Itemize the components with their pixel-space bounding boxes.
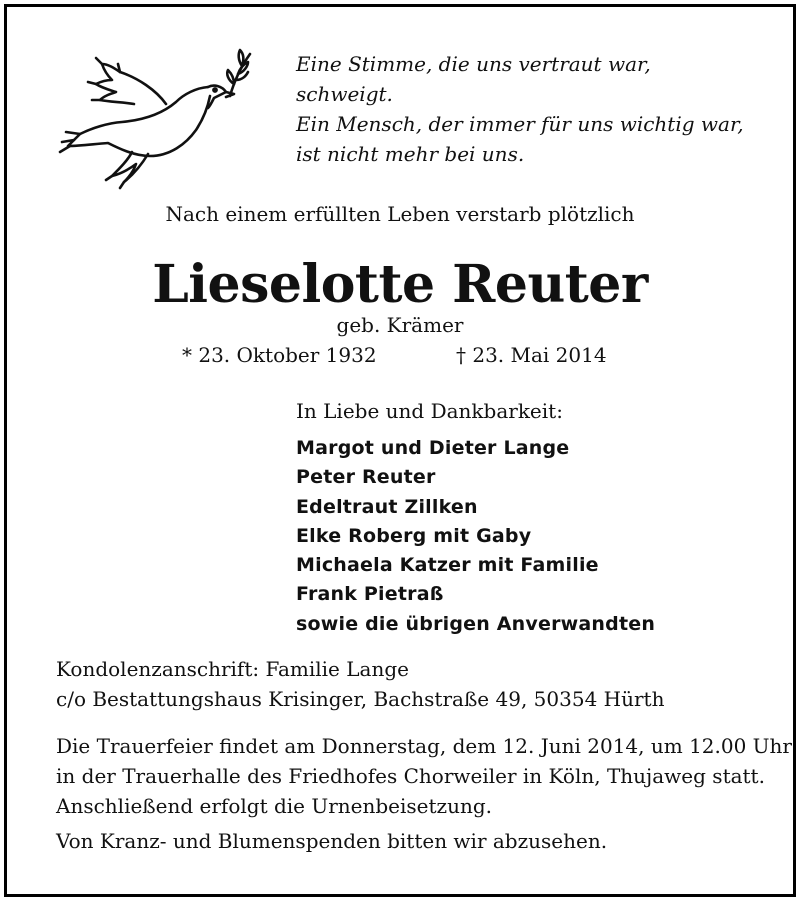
deceased-name: Lieselotte Reuter xyxy=(152,254,648,315)
dove-icon xyxy=(58,42,258,192)
mourner-name: Elke Roberg mit Gaby xyxy=(296,524,532,547)
thanks-line: In Liebe und Dankbarkeit: xyxy=(296,399,563,423)
flowers-note: Von Kranz- und Blumenspenden bitten wir abzusehen. xyxy=(56,829,608,853)
death-date: † 23. Mai 2014 xyxy=(456,343,607,367)
maiden-name: geb. Krämer xyxy=(336,313,464,337)
service-line: in der Trauerhalle des Friedhofes Chorweiler in Köln, Thujaweg statt. xyxy=(56,764,765,788)
mourner-name: Peter Reuter xyxy=(296,466,436,489)
poem-line: ist nicht mehr bei uns. xyxy=(296,142,525,166)
birth-date: * 23. Oktober 1932 xyxy=(182,343,377,367)
service-line: Anschließend erfolgt die Urnenbeisetzung. xyxy=(56,794,493,818)
mourner-name: Edeltraut Zillken xyxy=(296,495,478,518)
poem-line: Ein Mensch, der immer für uns wichtig war, xyxy=(296,112,744,136)
condolence-line: Kondolenzanschrift: Familie Lange xyxy=(56,657,409,681)
mourner-name: Michaela Katzer mit Familie xyxy=(296,554,599,577)
poem-line: schweigt. xyxy=(296,82,393,106)
poem-line: Eine Stimme, die uns vertraut war, xyxy=(296,52,651,76)
mourner-name: Margot und Dieter Lange xyxy=(296,437,570,459)
intro-text: Nach einem erfüllten Leben verstarb plötzlich xyxy=(165,202,635,226)
poem xyxy=(296,49,776,169)
condolence-address xyxy=(56,654,664,714)
funeral-service-info xyxy=(56,731,792,821)
mourner-name: Frank Pietraß xyxy=(296,583,444,606)
service-line: Die Trauerfeier findet am Donnerstag, dem 12. Juni 2014, um 12.00 Uhr xyxy=(56,734,792,758)
mourner-name: sowie die übrigen Anverwandten xyxy=(296,612,656,635)
condolence-line: c/o Bestattungshaus Krisinger, Bachstraße 49, 50354 Hürth xyxy=(56,687,665,711)
mourners-list xyxy=(296,434,655,639)
